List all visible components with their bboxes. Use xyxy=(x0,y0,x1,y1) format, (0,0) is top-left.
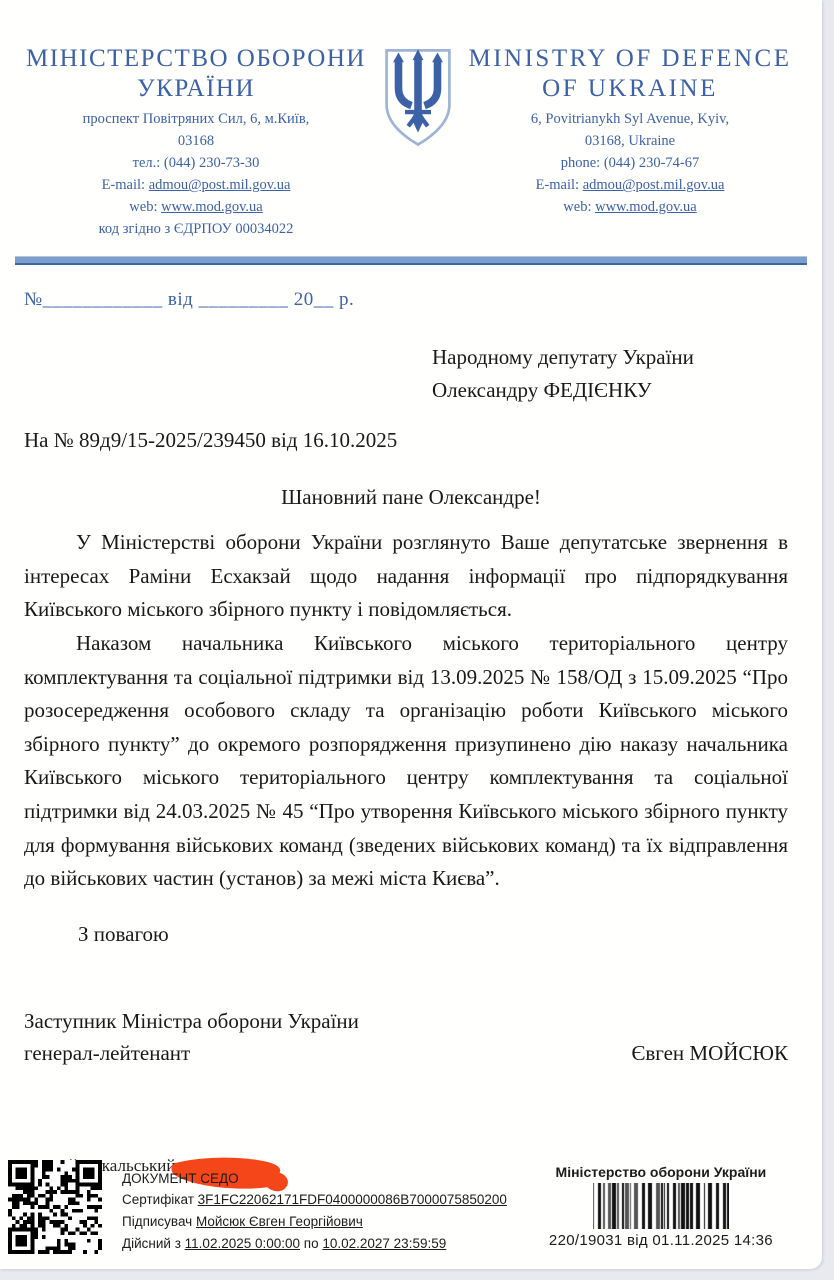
reference-blank-line: №____________ від _________ 20__ р. xyxy=(24,289,355,311)
addressee-line1: Народному депутату України xyxy=(432,345,694,370)
org-title-en: MINISTRY OF DEFENCE OF UKRAINE xyxy=(468,45,792,102)
org-email-uk: E-mail: admou@post.mil.gov.ua xyxy=(101,177,291,194)
org-block-ukrainian xyxy=(20,44,372,240)
signer-position: Заступник Міністра оборони України генерал-лейтенант xyxy=(24,1008,359,1066)
executor-name: Сокальський, xyxy=(81,1155,180,1175)
sedo-certificate: Сертифікат 3F1FC22062171FDF0400000086B7000075850200 xyxy=(122,1192,507,1208)
salutation: Шановний пане Олександре! xyxy=(281,485,541,510)
qr-code xyxy=(8,1160,102,1254)
sedo-stamp xyxy=(122,1160,507,1255)
org-edrpou: код згідно з ЄДРПОУ 00034022 xyxy=(98,221,294,238)
registration-org: Міністерство оборони України xyxy=(555,1163,767,1180)
registration-number: 220/19031 від 01.11.2025 14:36 xyxy=(548,1231,773,1249)
trident-emblem-icon xyxy=(379,46,457,150)
signature-block xyxy=(24,1005,788,1070)
addressee-block xyxy=(432,341,822,406)
barcode xyxy=(593,1183,729,1229)
org-address-uk-line1: проспект Повітряних Сил, 6, м.Київ, xyxy=(82,111,310,127)
sedo-validity: Дійсний з 11.02.2025 0:00:00 по 10.02.2027 23:59:59 xyxy=(122,1236,447,1252)
org-address-en-line1: 6, Povitrianykh Syl Avenue, Kyiv, xyxy=(530,111,730,127)
org-address-en-line2: 03168, Ukraine xyxy=(584,133,676,150)
org-email-en: E-mail: admou@post.mil.gov.ua xyxy=(535,177,725,194)
org-block-english xyxy=(464,44,796,240)
org-phone-uk: тел.: (044) 230-73-30 xyxy=(132,155,260,172)
letter-body xyxy=(24,526,788,896)
reply-reference: На № 89д9/15-2025/239450 від 16.10.2025 xyxy=(24,428,398,453)
org-web-uk: web: www.mod.gov.ua xyxy=(129,199,263,216)
email-link-en: admou@post.mil.gov.ua xyxy=(582,177,725,194)
registration-stamp xyxy=(549,1160,773,1249)
footer-verification xyxy=(8,1160,773,1255)
org-address-uk-line2: 03168 xyxy=(177,133,215,150)
body-paragraph-1: У Міністерстві оборони України розглянуто Ваше депутатське звернення в інтересах Раміни Есхакзай щодо надання інформації про підпорядкування Київського міського збірного пункту і повідомляється. xyxy=(24,530,788,622)
sedo-title: ДОКУМЕНТ СЕДО xyxy=(122,1170,239,1186)
header-divider xyxy=(15,256,807,265)
letterhead xyxy=(0,0,822,240)
addressee-line2: Олександру ФЕДІЄНКУ xyxy=(432,377,652,402)
org-phone-en: phone: (044) 230-74-67 xyxy=(560,155,700,172)
body-paragraph-2: Наказом начальника Київського міського територіального центру комплектування та соціальної підтримки від 13.09.2025 № 158/ОД з 15.09.2025 “Про розосередження особового складу та організацію роботи Київського міського збірного пункту” до окремого розпорядження призупинено дію наказу начальника Київського міського територіального центру комплектування та соціальної підтримки від 24.03.2025 № 45 “Про утворення Київського міського збірного пункту для формування військових команд (зведених військових команд) та їх відправлення до військових частин (установ) за межі міста Києва”. xyxy=(24,631,788,891)
web-link-en: www.mod.gov.ua xyxy=(595,199,697,216)
web-link-uk: www.mod.gov.ua xyxy=(161,199,263,216)
email-link-uk: admou@post.mil.gov.ua xyxy=(148,177,291,194)
org-web-en: web: www.mod.gov.ua xyxy=(563,199,697,216)
signer-name: Євген МОЙСЮК xyxy=(631,1041,788,1066)
sedo-signer: Підписувач Мойсюк Євген Георгійович xyxy=(122,1214,363,1230)
closing-phrase: З повагою xyxy=(78,921,169,946)
org-title-uk: МІНІСТЕРСТВО ОБОРОНИ УКРАЇНИ xyxy=(26,45,366,102)
